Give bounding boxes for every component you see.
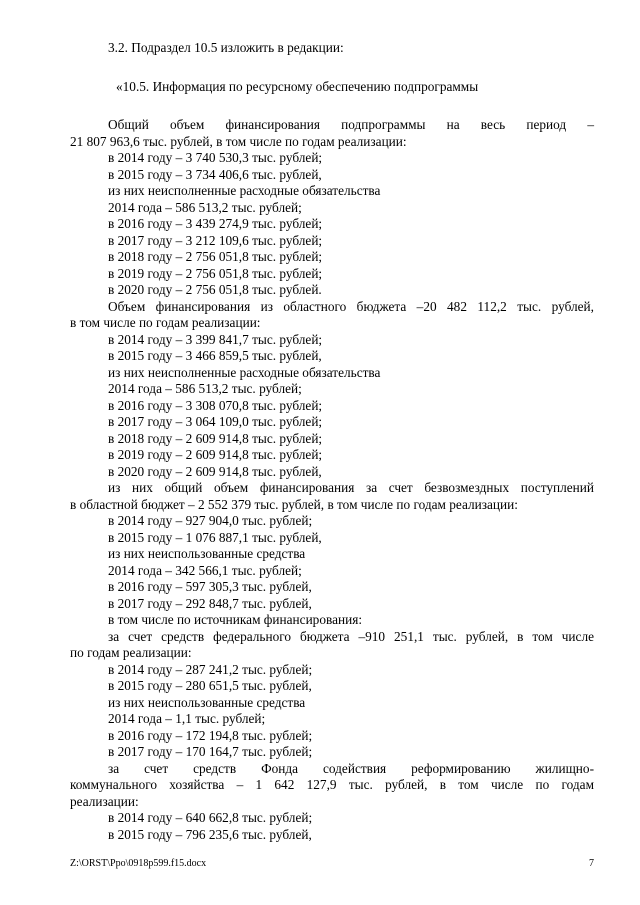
text-line: в 2019 году – 2 756 051,8 тыс. рублей; bbox=[108, 265, 323, 281]
file-path: Z:\ORST\Ppo\0918p599.f15.docx bbox=[70, 858, 207, 869]
text-line: 21 807 963,6 тыс. рублей, в том числе по годам реализации: bbox=[70, 133, 407, 149]
text-line: в 2015 году – 1 076 887,1 тыс. рублей, bbox=[108, 529, 322, 545]
text-line: в 2015 году – 796 235,6 тыс. рублей, bbox=[108, 826, 312, 842]
text-line: 2014 года – 1,1 тыс. рублей; bbox=[108, 711, 266, 726]
text-line: в 2017 году – 3 064 109,0 тыс. рублей; bbox=[108, 414, 323, 429]
text-line: из них неисполненные расходные обязательства bbox=[108, 183, 381, 198]
text-line: в том числе по годам реализации: bbox=[70, 315, 261, 330]
text-line: Объем финансирования из областного бюджета –20 482 112,2 тыс. рублей, bbox=[108, 298, 594, 314]
text-line: в 2020 году – 2 756 051,8 тыс. рублей. bbox=[108, 282, 322, 297]
text-line: в 2018 году – 2 609 914,8 тыс. рублей; bbox=[108, 430, 323, 446]
text-line: в 2017 году – 3 212 109,6 тыс. рублей; bbox=[108, 232, 323, 248]
text-line: 2014 года – 586 513,2 тыс. рублей; bbox=[108, 199, 302, 215]
text-line: за счет средств федерального бюджета –910 251,1 тыс. рублей, в том числе bbox=[108, 628, 594, 644]
text-line: 2014 года – 586 513,2 тыс. рублей; bbox=[108, 381, 302, 396]
text-line: из них общий объем финансирования за счет безвозмездных поступлений bbox=[108, 480, 594, 495]
text-line: в 2016 году – 597 305,3 тыс. рублей, bbox=[108, 579, 312, 594]
text-line: реализации: bbox=[70, 793, 139, 809]
text-line: в областной бюджет – 2 552 379 тыс. рублей, в том числе по годам реализации: bbox=[70, 496, 518, 512]
text-line: из них неисполненные расходные обязательства bbox=[108, 364, 381, 380]
text-line: коммунального хозяйства – 1 642 127,9 тыс. рублей, в том числе по годам bbox=[70, 777, 594, 792]
text-line: в 2014 году – 287 241,2 тыс. рублей; bbox=[108, 661, 313, 677]
text-line: в 2020 году – 2 609 914,8 тыс. рублей, bbox=[108, 463, 322, 479]
text-line: в 2016 году – 172 194,8 тыс. рублей; bbox=[108, 727, 313, 743]
text-line: в 2014 году – 927 904,0 тыс. рублей; bbox=[108, 513, 313, 528]
text-line: в 2016 году – 3 308 070,8 тыс. рублей; bbox=[108, 397, 323, 413]
document-body bbox=[70, 40, 594, 843]
page-number: 7 bbox=[589, 858, 594, 869]
body-text bbox=[70, 117, 594, 843]
text-line: в 2014 году – 3 399 841,7 тыс. рублей; bbox=[108, 331, 323, 347]
text-line: в 2016 году – 3 439 274,9 тыс. рублей; bbox=[108, 216, 323, 231]
text-line: в 2017 году – 292 848,7 тыс. рублей, bbox=[108, 595, 312, 611]
text-line: в 2014 году – 640 662,8 тыс. рублей; bbox=[108, 810, 313, 825]
text-line: в 2018 году – 2 756 051,8 тыс. рублей; bbox=[108, 249, 323, 264]
text-line: Общий объем финансирования подпрограммы на весь период – bbox=[108, 117, 594, 132]
text-line: в 2015 году – 3 734 406,6 тыс. рублей, bbox=[108, 166, 322, 182]
section-reference: 3.2. Подраздел 10.5 изложить в редакции: bbox=[108, 40, 344, 55]
text-line: из них неиспользованные средства bbox=[108, 694, 306, 710]
text-line: в том числе по источникам финансирования: bbox=[108, 612, 363, 627]
text-line: в 2015 году – 3 466 859,5 тыс. рублей, bbox=[108, 348, 322, 363]
section-title: «10.5. Информация по ресурсному обеспечению подпрограммы bbox=[116, 78, 479, 94]
text-line: в 2017 году – 170 164,7 тыс. рублей; bbox=[108, 744, 313, 759]
text-line: в 2014 году – 3 740 530,3 тыс. рублей; bbox=[108, 150, 323, 165]
text-line: по годам реализации: bbox=[70, 645, 192, 660]
text-line: 2014 года – 342 566,1 тыс. рублей; bbox=[108, 562, 302, 578]
text-line: за счет средств Фонда содействия реформированию жилищно- bbox=[108, 760, 594, 776]
text-line: в 2019 году – 2 609 914,8 тыс. рублей; bbox=[108, 447, 323, 462]
text-line: в 2015 году – 280 651,5 тыс. рублей, bbox=[108, 678, 312, 693]
text-line: из них неиспользованные средства bbox=[108, 546, 306, 561]
